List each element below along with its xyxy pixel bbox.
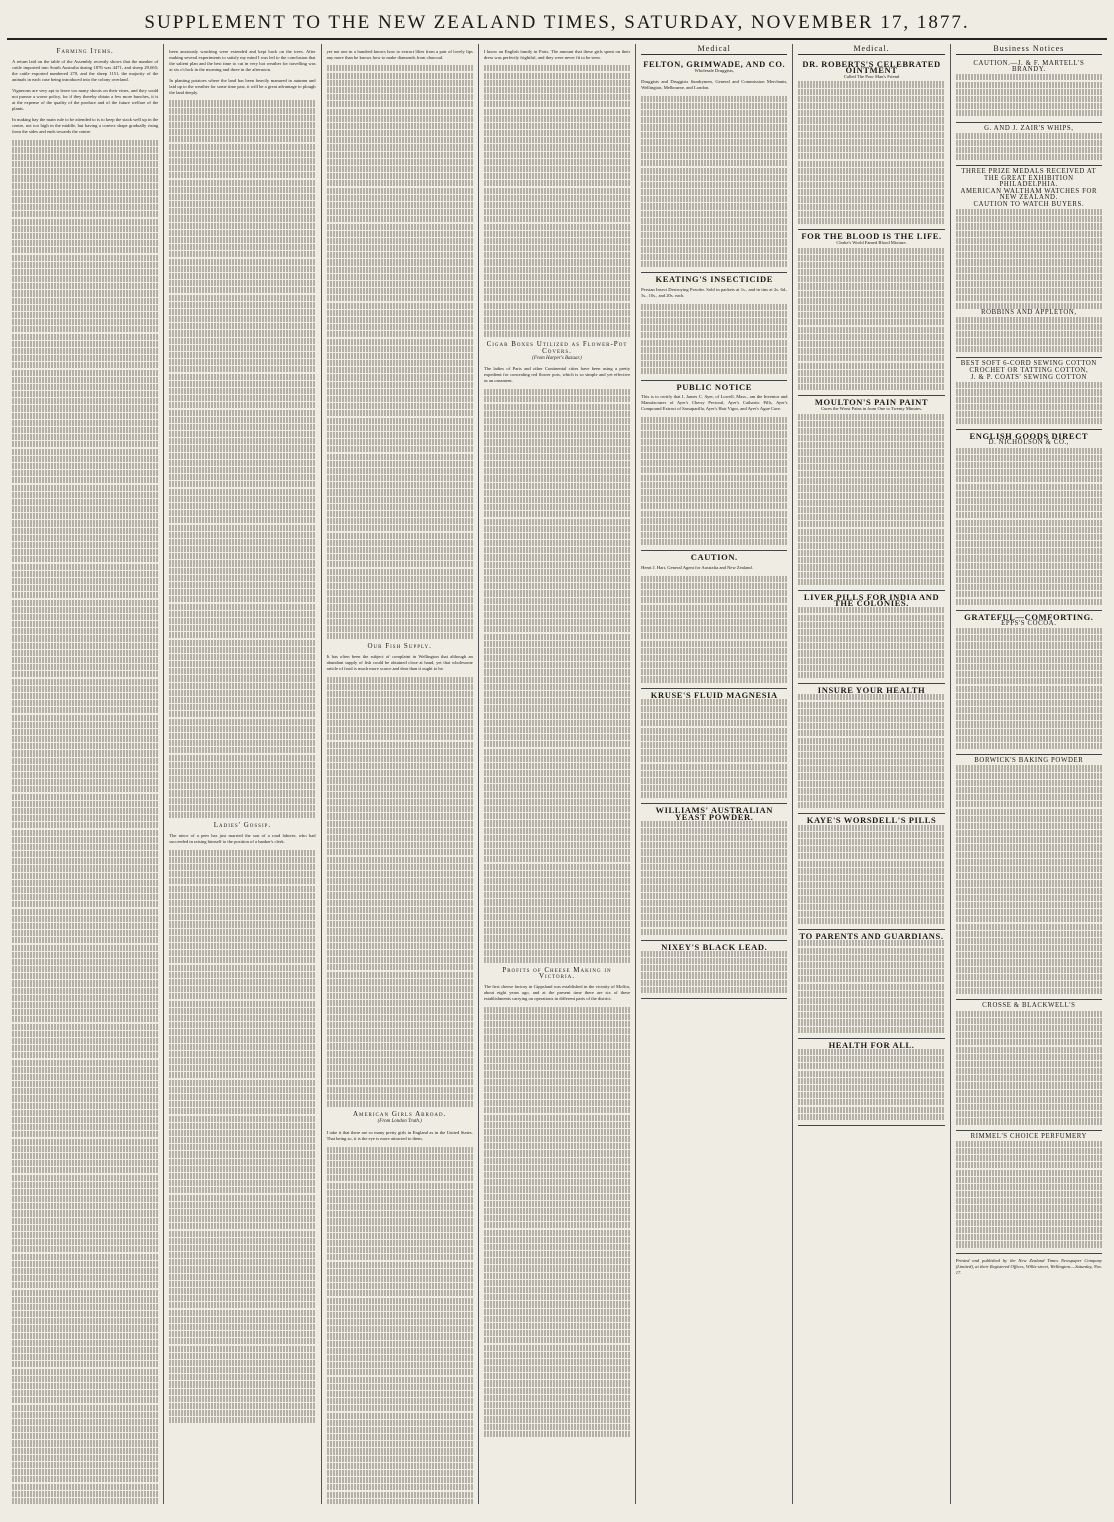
sewing-cotton-title: BEST SOFT 6-CORD SEWING COTTON: [960, 359, 1097, 367]
column-3-body-text-a: [327, 65, 473, 639]
public-notice-text: [641, 417, 787, 545]
waltham-text: [956, 209, 1102, 309]
magnesia-ad: [641, 689, 787, 805]
borwick-text: [956, 765, 1102, 994]
caution-watch-title: CAUTION TO WATCH BUYERS.: [973, 200, 1085, 208]
black-lead-title: NIXEY'S BLACK LEAD.: [661, 941, 768, 952]
american-girls-title: American Girls Abroad.: [352, 1110, 447, 1118]
rimmel-text: [956, 1141, 1102, 1248]
cheese-making-title: Profits of Cheese Making in Victoria.: [502, 966, 612, 981]
sewing-cotton-ad: [956, 358, 1102, 431]
epps-text: [956, 628, 1102, 749]
column-1-body-text: [12, 140, 158, 1505]
zair-text: [956, 133, 1102, 161]
crochet-title: CROCHET OR TATTING COTTON,: [969, 366, 1089, 374]
medical-header-2: Medical.: [798, 44, 944, 55]
magnesia-text: [641, 699, 787, 799]
felton-grimwade-ad: [641, 58, 787, 273]
yeast-powder-title: WILLIAMS' AUSTRALIAN YEAST POWDER.: [655, 805, 774, 822]
keating-ad: [641, 273, 787, 380]
column-2-body-text-a: [169, 100, 315, 818]
zair-title: G. AND J. ZAIR'S WHIPS,: [984, 124, 1074, 132]
robbins-text: [956, 317, 1102, 352]
pain-paint-title: MOULTON'S PAIN PAINT: [814, 397, 929, 408]
worsdell-pills-ad: [798, 814, 944, 930]
prize-medals-title: THREE PRIZE MEDALS RECEIVED AT THE GREAT EXHIBITION PHILADELPHIA.: [961, 168, 1097, 188]
crosse-blackwell-title: CROSSE & BLACKWELL'S: [982, 1002, 1076, 1010]
col4-para-2: The ladies of Paris and other Continental cities have been using a pretty expedient for concealing red flower pots, which is so simple and yet effective as an ornament.: [483, 366, 631, 384]
coats-title: J. & P. COATS' SEWING COTTON: [970, 374, 1087, 382]
fish-supply-title: Our Fish Supply.: [367, 642, 432, 651]
column-4-body-text-b: [484, 389, 630, 963]
martell-text: [956, 74, 1102, 116]
col3-para-2: It has often been the subject of complaint in Wellington that although an abundant supply of fish could be obtained close at hand, yet that wholesome article of food is much more scarce and dear than it ought to be.: [326, 653, 473, 672]
blood-mixture-sub: Clarke's World Famed Blood Mixture.: [836, 240, 907, 246]
black-lead-text: [641, 951, 787, 993]
rimmel-ad: [956, 1131, 1102, 1254]
felton-ad-text: [641, 96, 787, 267]
prize-medals-ad: [956, 166, 1102, 357]
nicholson-text: [956, 448, 1102, 605]
black-lead-ad: [641, 941, 787, 999]
column-3-body-text-c: [327, 1147, 473, 1504]
caution-title: CAUTION.: [690, 552, 738, 563]
public-notice-body: This is to certify that I, James C. Ayer, of Lowell, Mass., am the Inventor and Manufacturer of Ayer's Cherry Pectoral, Ayer's Cathartic Pills, Ayer's Compound Extract of Sarsaparilla, Ayer's Hair Vigor, and Ayer's Ague Cure.: [641, 394, 788, 412]
column-4-body-text-a: [484, 65, 630, 337]
parents-guardians-ad: [798, 930, 944, 1039]
liver-pills-title: LIVER PILLS FOR INDIA AND THE COLONIES.: [803, 592, 940, 609]
farming-para-2: Vignerons are very apt to leave too many shoots on their vines, and they could not pursue a worse policy, for if they thereby obtain a few more bunches, it is at the expense of the quality of the produce and of the future welfare of the plants.: [12, 87, 159, 111]
robbins-appleton-title: ROBBINS AND APPLETON,: [980, 308, 1077, 316]
parents-text: [798, 940, 944, 1032]
col2-para-1: been anxiously watching were extended and kept back on the trees. After making several experiments to satisfy my mind I was led to the conclusion that the salient plan and the best time to cut in very hot weather for travelling was at six o'clock in the morning and three in the afternoon.: [169, 48, 316, 72]
public-notice-title: PUBLIC NOTICE: [676, 381, 753, 392]
parents-guardians-title: TO PARENTS AND GUARDIANS.: [799, 931, 944, 942]
yeast-powder-ad: [641, 804, 787, 940]
yeast-text: [641, 821, 787, 935]
blood-mixture-ad: [798, 230, 944, 396]
zair-whips-ad: [956, 123, 1102, 167]
pain-paint-ad: [798, 396, 944, 591]
keating-ad-text: [641, 304, 787, 375]
column-3: [322, 44, 479, 1504]
worsdell-text: [798, 825, 944, 925]
publisher-footer: Printed and published by the New Zealand Times Newspaper Company (Limited), at their Registered Offices, Willis-street, Wellington.—Saturday, Nov. 17.: [955, 1258, 1102, 1276]
cigar-boxes-title: Cigar Boxes Utilized as Flower-Pot Covers.: [486, 340, 628, 355]
martell-title: CAUTION.—J. & F. MARTELL'S BRANDY.: [973, 60, 1085, 74]
pain-text: [798, 414, 944, 585]
felton-grimwade-sub: Wholesale Druggists,: [694, 68, 735, 74]
farming-lead: A return laid on the table of the Assembly recently shows that the number of cattle imported into South Australia during 1876 was 4471, and sheep 29,665; the cattle exported numbered 270, and the sheep 1151, the majority of the animals in each case being introduced into the colony overland.: [12, 58, 159, 82]
keating-body: Persian Insect Destroying Powder. Sold in packets at 1s., and in tins at 2s. 6d., 5s., 10s., and 20s. each.: [641, 286, 788, 298]
american-girls-source: (From London Truth.): [377, 1119, 422, 1125]
column-2-body-text-b: [169, 850, 315, 1424]
grateful-title: GRATEFUL—COMFORTING.: [964, 611, 1094, 622]
masthead: SUPPLEMENT TO THE NEW ZEALAND TIMES, SATURDAY, NOVEMBER 17, 1877.: [7, 6, 1107, 40]
column-6: [793, 44, 950, 1504]
col4-para-3: The first cheese factory in Gippsland was established in the vicinity of Moffra, about eight years ago, and at the present time there are six of these establishments carrying on operations in different parts of the district.: [483, 983, 631, 1002]
english-goods-title: ENGLISH GOODS DIRECT: [969, 431, 1089, 442]
insure-health-ad: [798, 684, 944, 814]
insure-health-title: INSURE YOUR HEALTH: [817, 685, 926, 696]
rimmel-title: RIMMEL'S CHOICE PERFUMERY: [970, 1132, 1087, 1140]
health-for-all-ad: [798, 1039, 944, 1126]
column-5: [636, 44, 793, 1504]
insure-text: [798, 694, 944, 808]
roberts-ointment-ad: [798, 58, 944, 230]
liver-pills-ad: [798, 591, 944, 684]
borwick-title: BORWICK'S BAKING POWDER: [974, 757, 1084, 765]
waltham-title: AMERICAN WALTHAM WATCHES FOR NEW ZEALAND.: [960, 187, 1098, 201]
public-notice-ad: [641, 381, 787, 552]
column-2: [164, 44, 321, 1504]
column-3-body-text-b: [327, 677, 473, 1107]
column-7: [951, 44, 1107, 1504]
caution-body: Henri J. Hart, General Agent for Australia and New Zealand.: [641, 565, 753, 571]
blood-mixture-title: FOR THE BLOOD IS THE LIFE.: [801, 231, 942, 242]
col2-para-2: In planting potatoes where the land has been heavily manured in autumn and laid up to the weather for some time past, it will be a great advantage to plough the land deeply.: [169, 77, 316, 95]
ladies-gossip-title: Ladies' Gossip.: [213, 821, 272, 830]
english-goods-ad: [956, 430, 1102, 610]
health-text: [798, 1049, 944, 1120]
magnesia-title: KRUSE'S FLUID MAGNESIA: [650, 689, 778, 700]
pain-paint-sub: Cures the Worst Pains in from One to Twenty Minutes.: [821, 406, 923, 412]
column-4: [479, 44, 636, 1504]
liver-text: [798, 607, 944, 678]
roberts-ointment-title: DR. ROBERTS'S CELEBRATED OINTMENT: [802, 59, 941, 76]
epps-title: EPPS'S COCOA.: [1001, 619, 1057, 627]
business-notices-header: Business Notices: [956, 44, 1102, 55]
roberts-ointment-sub: Called The Poor Man's Friend: [843, 74, 900, 80]
blood-text: [798, 248, 944, 391]
health-for-all-title: HEALTH FOR ALL.: [828, 1039, 915, 1050]
medical-header: Medical: [641, 44, 787, 55]
crosse-blackwell-ad: [956, 1000, 1102, 1130]
crosse-text: [956, 1011, 1102, 1125]
caution-text: [641, 576, 787, 683]
column-4-body-text-c: [484, 1007, 630, 1437]
cigar-boxes-source: (From Harper's Bazaar.): [532, 355, 582, 361]
martell-brandy-ad: [956, 58, 1102, 122]
cotton-text: [956, 382, 1102, 424]
felton-grimwade-title: FELTON, GRIMWADE, AND CO.: [643, 59, 786, 70]
newspaper-page: [7, 6, 1107, 1510]
felton-grimwade-body: Druggists and Druggists Sundrymen, General and Commission Merchants, Wellington, Melbourne, and London.: [641, 78, 788, 90]
columns: [7, 44, 1107, 1504]
farming-para-3: In making hay the main rule to be attended to is to keep the stack well up in the centre, not too high in the middle, but having a convex shape gradually rising from the sides and ends towards the centre.: [12, 116, 159, 134]
worsdell-pills-title: KAYE'S WORSDELL'S PILLS: [806, 815, 937, 826]
epps-cocoa-ad: [956, 611, 1102, 755]
caution-ad: [641, 551, 787, 688]
borwick-ad: [956, 755, 1102, 1000]
nicholson-title: D. NICHOLSON & CO.,: [988, 439, 1070, 447]
col3-para-3: I take it that there are so many pretty girls in England as in the United States. That being so, it is the eye is more attracted to them.: [326, 1129, 473, 1141]
farming-items-title: Farming Items.: [56, 47, 114, 55]
col3-para-1: yet not one in a hundred knows how to extract lilies from a pair of lovely lips any more than he knows how to make diamonds from charcoal.: [326, 48, 473, 60]
col4-para-1: I know an English family in Paris. The amount that these girls spent on their dress was perfectly frightful, and they were never fit to be seen.: [483, 48, 631, 60]
col2-para-3: The niece of a peer has just married the son of a road laborer, who had succeeded in raising himself to the position of a banker's clerk.: [169, 832, 316, 844]
roberts-text: [798, 81, 944, 224]
column-1: [7, 44, 164, 1504]
keating-title: KEATING'S INSECTICIDE: [655, 274, 774, 285]
